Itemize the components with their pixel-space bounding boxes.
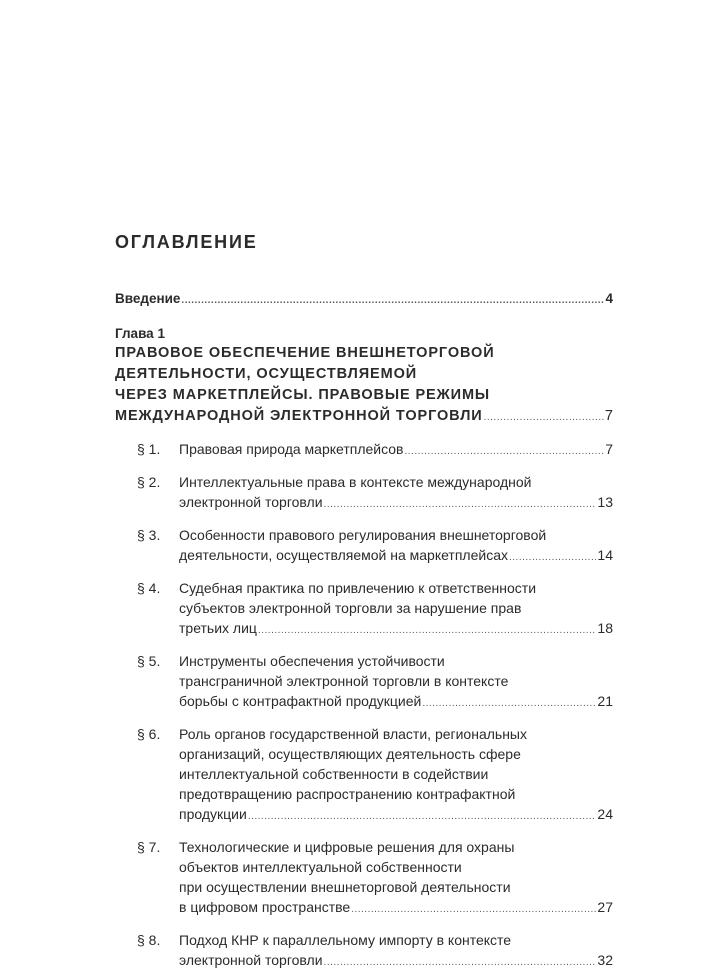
- section-number: § 5.: [137, 653, 161, 669]
- toc-section-entry: [115, 651, 613, 714]
- dot-leader: [351, 900, 596, 920]
- section-title-line: в цифровом пространстве: [179, 899, 351, 915]
- section-title-line: третьих лиц: [179, 620, 257, 636]
- section-title-line: Особенности правового регулирования внешнеторговой: [179, 527, 547, 543]
- section-title-line: Правовая природа маркетплейсов: [179, 441, 404, 457]
- toc-entry-page: 13: [597, 494, 613, 510]
- section-title-line: Инструменты обеспечения устойчивости: [179, 653, 445, 669]
- dot-leader: [181, 291, 604, 311]
- section-title-line: организаций, осуществляющих деятельность сфере: [179, 746, 521, 762]
- section-number: § 6.: [137, 726, 161, 742]
- section-number: § 3.: [137, 527, 161, 543]
- toc-section-entry: [115, 724, 613, 827]
- toc-entry-page: 27: [597, 899, 613, 915]
- section-title-line: трансграничной электронной торговли в контексте: [179, 673, 509, 689]
- section-last-line: [179, 897, 613, 920]
- toc-entry-page: 24: [597, 806, 613, 822]
- section-number: § 8.: [137, 932, 161, 948]
- section-title-line: деятельности, осуществляемой на маркетплейсах: [179, 547, 508, 563]
- dot-leader: [248, 807, 597, 827]
- toc-entry-page: 18: [597, 620, 613, 636]
- section-number: § 2.: [137, 474, 161, 490]
- section-title-line: продукции: [179, 806, 247, 822]
- toc-section-entry: [115, 837, 613, 920]
- section-title-line: субъектов электронной торговли за нарушение прав: [179, 600, 522, 616]
- toc-entry-introduction: [115, 289, 613, 311]
- chapter-title-line: МЕЖДУНАРОДНОЙ ЭЛЕКТРОННОЙ ТОРГОВЛИ: [115, 408, 483, 424]
- section-number: § 4.: [137, 580, 161, 596]
- toc-entry-page: 4: [605, 291, 613, 306]
- section-list: [115, 439, 613, 973]
- toc-entry-page: 14: [597, 547, 613, 563]
- chapter-title-last-line: [115, 406, 613, 428]
- section-last-line: [179, 950, 613, 973]
- table-of-contents: [115, 289, 613, 973]
- chapter-title-line: ЧЕРЕЗ МАРКЕТПЛЕЙСЫ. ПРАВОВЫЕ РЕЖИМЫ: [115, 387, 491, 403]
- toc-section-entry: [115, 472, 613, 515]
- section-title-line: Интеллектуальные права в контексте международной: [179, 474, 532, 490]
- toc-entry-page: 7: [605, 441, 613, 457]
- section-title-line: предотвращению распространению контрафактной: [179, 786, 516, 802]
- section-title-line: борьбы с контрафактной продукцией: [179, 693, 422, 709]
- section-last-line: [179, 492, 613, 515]
- dot-leader: [484, 407, 604, 428]
- dot-leader: [405, 442, 605, 462]
- section-title-line: объектов интеллектуальной собственности: [179, 859, 462, 875]
- section-last-line: [179, 691, 613, 714]
- dot-leader: [258, 621, 596, 641]
- toc-section-entry: [115, 930, 613, 973]
- section-title-line: интеллектуальной собственности в содействии: [179, 766, 489, 782]
- section-last-line: [179, 804, 613, 827]
- section-title-line: электронной торговли: [179, 952, 323, 968]
- section-number: § 7.: [137, 839, 161, 855]
- section-title-line: электронной торговли: [179, 494, 323, 510]
- section-title-line: Роль органов государственной власти, региональных: [179, 726, 527, 742]
- toc-entry-page: 21: [597, 693, 613, 709]
- section-title-line: при осуществлении внешнеторговой деятельности: [179, 879, 511, 895]
- toc-heading: ОГЛАВЛЕНИЕ: [115, 232, 258, 252]
- toc-section-entry: [115, 578, 613, 641]
- toc-entry-label: Введение: [115, 291, 181, 306]
- toc-section-entry: [115, 439, 613, 462]
- section-title-line: Подход КНР к параллельному импорту в контексте: [179, 932, 512, 948]
- section-last-line: [179, 545, 613, 568]
- section-number: § 1.: [137, 441, 161, 457]
- dot-leader: [324, 495, 597, 515]
- section-title-line: Судебная практика по привлечению к ответственности: [179, 580, 537, 596]
- toc-entry-page: 32: [597, 952, 613, 968]
- toc-section-entry: [115, 525, 613, 568]
- section-last-line: [179, 439, 613, 462]
- dot-leader: [324, 953, 597, 973]
- section-last-line: [179, 618, 613, 641]
- section-title-line: Технологические и цифровые решения для охраны: [179, 839, 515, 855]
- toc-entry-page: 7: [604, 408, 613, 424]
- dot-leader: [422, 694, 596, 714]
- chapter-title: [115, 343, 613, 428]
- chapter-title-line: ПРАВОВОЕ ОБЕСПЕЧЕНИЕ ВНЕШНЕТОРГОВОЙ: [115, 345, 495, 361]
- chapter-label: Глава 1: [115, 326, 165, 341]
- chapter-title-line: ДЕЯТЕЛЬНОСТИ, ОСУЩЕСТВЛЯЕМОЙ: [115, 366, 418, 382]
- dot-leader: [509, 548, 596, 568]
